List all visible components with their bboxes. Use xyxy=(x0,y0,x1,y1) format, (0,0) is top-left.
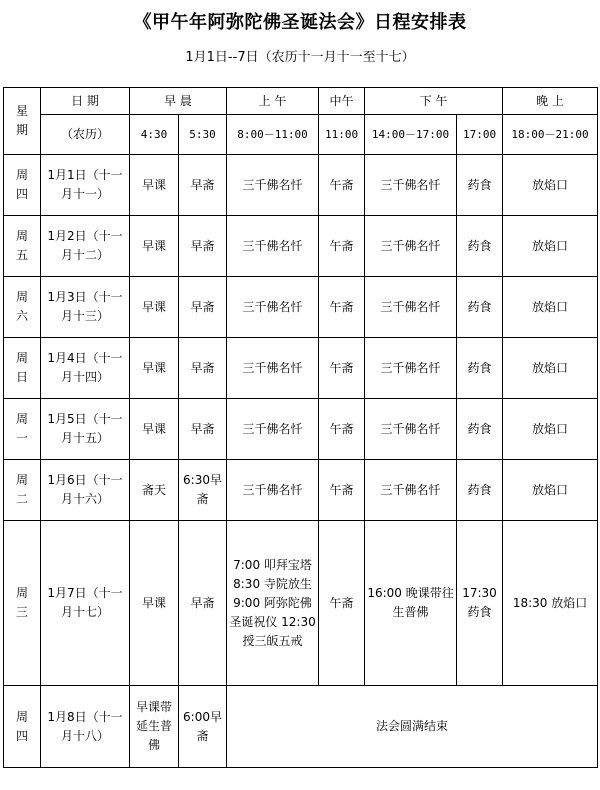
closing-cell: 法会圆满结束 xyxy=(227,686,598,768)
breakfast-cell: 早斋 xyxy=(179,521,227,686)
evening-cell: 放焰口 xyxy=(503,216,598,277)
weekday-cell: 周四 xyxy=(4,155,41,216)
header-time-1100: 11:00 xyxy=(319,115,365,155)
noon-cell: 午斋 xyxy=(319,399,365,460)
table-row xyxy=(4,277,598,338)
early-cell: 早课 xyxy=(130,521,179,686)
weekday-cell: 周四 xyxy=(4,686,41,768)
header-evening: 晚 上 xyxy=(503,88,598,115)
supper-cell: 药食 xyxy=(457,155,503,216)
am-cell: 三千佛名忏 xyxy=(227,277,319,338)
weekday-cell: 周一 xyxy=(4,399,41,460)
supper-cell: 药食 xyxy=(457,399,503,460)
date-cell: 1月7日（十一月十七） xyxy=(41,521,130,686)
header-time-1700: 17:00 xyxy=(457,115,503,155)
header-time-1800: 18:00－21:00 xyxy=(503,115,598,155)
evening-cell: 放焰口 xyxy=(503,277,598,338)
date-cell: 1月6日（十一月十六） xyxy=(41,460,130,521)
noon-cell: 午斋 xyxy=(319,521,365,686)
header-date: 日 期 xyxy=(41,88,130,115)
weekday-cell: 周三 xyxy=(4,521,41,686)
evening-cell: 放焰口 xyxy=(503,338,598,399)
noon-cell: 午斋 xyxy=(319,277,365,338)
pm-cell: 三千佛名忏 xyxy=(365,216,457,277)
breakfast-cell: 早斋 xyxy=(179,155,227,216)
am-cell: 三千佛名忏 xyxy=(227,460,319,521)
pm-cell: 三千佛名忏 xyxy=(365,277,457,338)
date-cell: 1月3日（十一月十三） xyxy=(41,277,130,338)
header-weekday: 星期 xyxy=(4,88,41,155)
table-row xyxy=(4,686,598,768)
early-cell: 早课带延生普佛 xyxy=(130,686,179,768)
header-time-1400: 14:00－17:00 xyxy=(365,115,457,155)
evening-cell: 放焰口 xyxy=(503,399,598,460)
pm-cell: 16:00 晚课带往生普佛 xyxy=(365,521,457,686)
header-time-0530: 5:30 xyxy=(179,115,227,155)
date-cell: 1月8日（十一月十八） xyxy=(41,686,130,768)
am-cell: 三千佛名忏 xyxy=(227,216,319,277)
breakfast-cell: 早斋 xyxy=(179,338,227,399)
date-cell: 1月5日（十一月十五） xyxy=(41,399,130,460)
am-cell: 7:00 叩拜宝塔 8:30 寺院放生 9:00 阿弥陀佛圣诞祝仪 12:30 授三皈五戒 xyxy=(227,521,319,686)
am-cell: 三千佛名忏 xyxy=(227,155,319,216)
header-lunar: （农历） xyxy=(41,115,130,155)
supper-cell: 药食 xyxy=(457,216,503,277)
table-row xyxy=(4,521,598,686)
early-cell: 斋天 xyxy=(130,460,179,521)
page-title: 《甲午年阿弥陀佛圣诞法会》日程安排表 xyxy=(133,12,467,33)
page-subtitle: 1月1日--7日（农历十一月十一至十七） xyxy=(185,50,415,65)
noon-cell: 午斋 xyxy=(319,460,365,521)
table-row xyxy=(4,399,598,460)
date-cell: 1月1日（十一月十一） xyxy=(41,155,130,216)
early-cell: 早课 xyxy=(130,216,179,277)
table-row xyxy=(4,216,598,277)
date-cell: 1月4日（十一月十四） xyxy=(41,338,130,399)
noon-cell: 午斋 xyxy=(319,338,365,399)
header-am: 上 午 xyxy=(227,88,319,115)
early-cell: 早课 xyxy=(130,155,179,216)
pm-cell: 三千佛名忏 xyxy=(365,399,457,460)
supper-cell: 17:30药食 xyxy=(457,521,503,686)
supper-cell: 药食 xyxy=(457,460,503,521)
weekday-cell: 周六 xyxy=(4,277,41,338)
pm-cell: 三千佛名忏 xyxy=(365,460,457,521)
early-cell: 早课 xyxy=(130,338,179,399)
am-cell: 三千佛名忏 xyxy=(227,399,319,460)
evening-cell: 18:30 放焰口 xyxy=(503,521,598,686)
header-time-0800: 8:00－11:00 xyxy=(227,115,319,155)
table-row xyxy=(4,155,598,216)
am-cell: 三千佛名忏 xyxy=(227,338,319,399)
supper-cell: 药食 xyxy=(457,277,503,338)
early-cell: 早课 xyxy=(130,277,179,338)
date-cell: 1月2日（十一月十二） xyxy=(41,216,130,277)
pm-cell: 三千佛名忏 xyxy=(365,338,457,399)
breakfast-cell: 6:30早斋 xyxy=(179,460,227,521)
header-time-0430: 4:30 xyxy=(130,115,179,155)
early-cell: 早课 xyxy=(130,399,179,460)
table-row xyxy=(4,460,598,521)
breakfast-cell: 6:00早斋 xyxy=(179,686,227,768)
schedule-table xyxy=(3,87,598,768)
header-morning: 早 晨 xyxy=(130,88,227,115)
table-row xyxy=(4,338,598,399)
header-noon: 中午 xyxy=(319,88,365,115)
weekday-cell: 周日 xyxy=(4,338,41,399)
header-pm: 下 午 xyxy=(365,88,503,115)
evening-cell: 放焰口 xyxy=(503,155,598,216)
header-row-2 xyxy=(4,115,598,155)
noon-cell: 午斋 xyxy=(319,216,365,277)
weekday-cell: 周二 xyxy=(4,460,41,521)
breakfast-cell: 早斋 xyxy=(179,216,227,277)
supper-cell: 药食 xyxy=(457,338,503,399)
breakfast-cell: 早斋 xyxy=(179,277,227,338)
noon-cell: 午斋 xyxy=(319,155,365,216)
breakfast-cell: 早斋 xyxy=(179,399,227,460)
header-row-1 xyxy=(4,88,598,115)
evening-cell: 放焰口 xyxy=(503,460,598,521)
weekday-cell: 周五 xyxy=(4,216,41,277)
pm-cell: 三千佛名忏 xyxy=(365,155,457,216)
